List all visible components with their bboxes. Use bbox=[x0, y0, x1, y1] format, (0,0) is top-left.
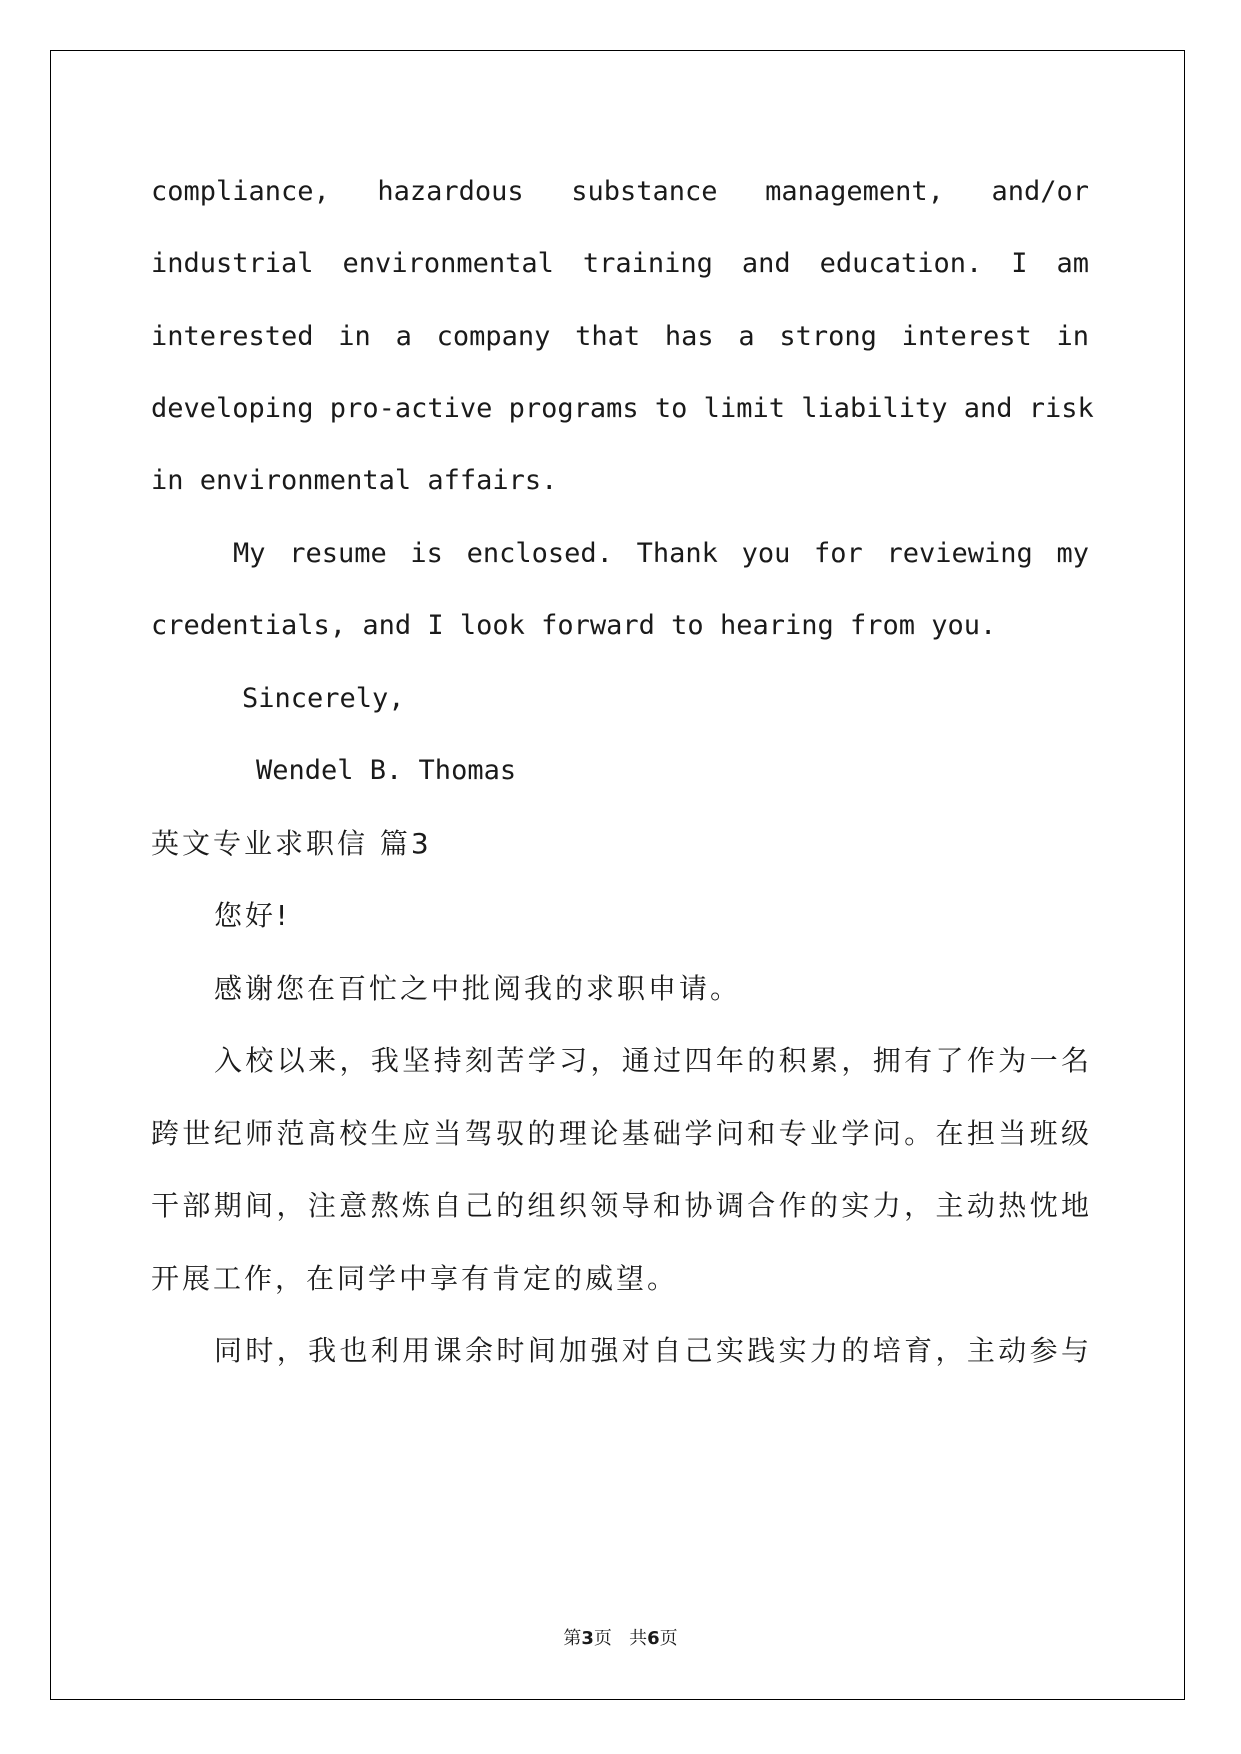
english-para2-line-1: My resume is enclosed. Thank you for reviewing my bbox=[233, 538, 1089, 569]
footer-total-pages: 6 bbox=[647, 1628, 660, 1649]
chinese-greeting: 您好! bbox=[214, 899, 291, 932]
footer-page-suffix: 页 bbox=[593, 1628, 612, 1649]
english-para1-line-2: industrial environmental training and education. I am bbox=[151, 248, 1089, 279]
section-heading: 英文专业求职信 篇3 bbox=[151, 827, 432, 860]
english-para1-line-4: developing pro-active programs to limit liability and risk bbox=[151, 393, 1094, 424]
chinese-para2-line-1: 同时，我也利用课余时间加强对自己实践实力的培育，主动参与 bbox=[214, 1334, 1089, 1367]
english-para2-line-2: credentials, and I look forward to hearing from you. bbox=[151, 610, 997, 641]
footer-prefix: 第 bbox=[563, 1628, 582, 1649]
chinese-para1-line-1: 入校以来，我坚持刻苦学习，通过四年的积累，拥有了作为一名 bbox=[214, 1044, 1089, 1077]
english-para1-line-3: interested in a company that has a strong interest in bbox=[151, 321, 1089, 352]
chinese-para1-line-4: 开展工作，在同学中享有肯定的威望。 bbox=[151, 1262, 679, 1295]
footer-total-suffix: 页 bbox=[659, 1628, 678, 1649]
footer-total-prefix: 共 bbox=[629, 1628, 648, 1649]
english-para1-line-1: compliance, hazardous substance management, and/or bbox=[151, 176, 1089, 207]
letter-closing: Sincerely, bbox=[242, 683, 405, 714]
chinese-para1-line-2: 跨世纪师范高校生应当驾驭的理论基础学问和专业学问。在担当班级 bbox=[151, 1117, 1089, 1150]
chinese-para1-line-3: 干部期间，注意熬炼自己的组织领导和协调合作的实力，主动热忱地 bbox=[151, 1189, 1089, 1222]
english-para1-line-5: in environmental affairs. bbox=[151, 465, 558, 496]
page-footer bbox=[0, 1626, 1241, 1652]
letter-signature: Wendel B. Thomas bbox=[256, 755, 517, 786]
chinese-thanks: 感谢您在百忙之中批阅我的求职申请。 bbox=[214, 972, 742, 1005]
footer-page-number: 3 bbox=[581, 1628, 594, 1649]
page-border bbox=[50, 50, 1185, 1700]
